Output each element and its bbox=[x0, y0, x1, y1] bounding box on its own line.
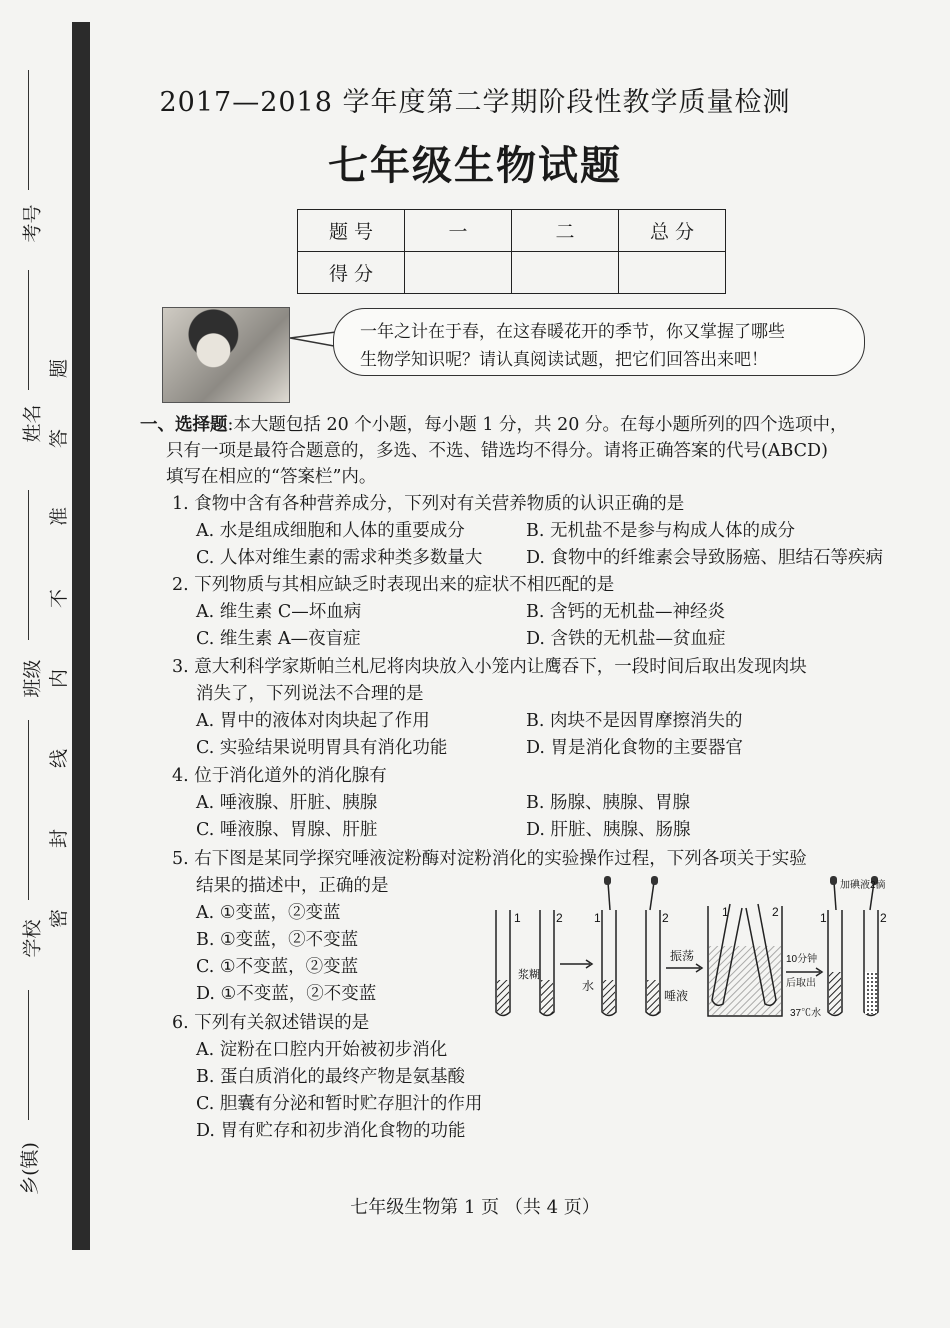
time-label: 10分钟 bbox=[786, 954, 818, 965]
exam-subtitle: 七年级生物试题 bbox=[328, 142, 622, 189]
tube-number: 2 bbox=[772, 905, 779, 919]
starch-fill bbox=[603, 980, 615, 1014]
section-instruction: 只有一项是最符合题意的，多选、不选、错选均不得分。请将正确答案的代号(ABCD) bbox=[166, 441, 828, 461]
option-a[interactable]: A. 维生素 C—坏血病 bbox=[196, 602, 362, 622]
tube-number: 1 bbox=[722, 905, 729, 919]
tube-number: 2 bbox=[556, 911, 563, 925]
binding-bar bbox=[72, 22, 90, 1250]
seal-char: 内 bbox=[48, 668, 71, 689]
score-table bbox=[297, 209, 726, 294]
starch-fill bbox=[541, 980, 553, 1014]
experiment-diagram bbox=[490, 876, 890, 1024]
question-stem: 结果的描述中，正确的是 bbox=[196, 876, 389, 896]
name-label: 姓名 bbox=[21, 404, 44, 443]
option-d[interactable]: D. 肝脏、胰腺、肠腺 bbox=[526, 820, 691, 840]
section-instruction: 填写在相应的“答案栏”内。 bbox=[166, 467, 377, 487]
option-d[interactable]: D. 胃有贮存和初步消化食物的功能 bbox=[196, 1121, 466, 1141]
tube-number: 1 bbox=[514, 911, 521, 925]
temperature-label: 37℃水 bbox=[790, 1008, 822, 1019]
option-d[interactable]: D. 食物中的纤维素会导致肠癌、胆结石等疾病 bbox=[526, 548, 884, 568]
town-line bbox=[28, 990, 29, 1120]
option-c[interactable]: C. 胆囊有分泌和暂时贮存胆汁的作用 bbox=[196, 1094, 483, 1114]
option-b[interactable]: B. 肉块不是因胃摩擦消失的 bbox=[526, 711, 743, 731]
intro-line: 一年之计在于春，在这春暖花开的季节，你又掌握了哪些 bbox=[360, 322, 785, 342]
intro-text bbox=[360, 318, 860, 374]
seal-char: 不 bbox=[48, 588, 71, 609]
question-stem: 4. 位于消化道外的消化腺有 bbox=[172, 766, 387, 786]
seal-char: 准 bbox=[48, 506, 71, 527]
question-stem: 6. 下列有关叙述错误的是 bbox=[172, 1013, 370, 1033]
score-header-cell: 二 bbox=[512, 210, 619, 252]
seal-char: 答 bbox=[48, 428, 71, 449]
seal-char: 线 bbox=[48, 748, 71, 769]
option-c[interactable]: C. 实验结果说明胃具有消化功能 bbox=[196, 738, 448, 758]
option-a[interactable]: A. ①变蓝，②变蓝 bbox=[196, 903, 341, 923]
option-b[interactable]: B. 蛋白质消化的最终产物是氨基酸 bbox=[196, 1067, 465, 1087]
question-stem: 消失了，下列说法不合理的是 bbox=[196, 684, 424, 704]
tube-number: 2 bbox=[662, 911, 669, 925]
dropper-bulb bbox=[651, 876, 658, 885]
tube-number: 2 bbox=[880, 911, 887, 925]
option-c[interactable]: C. 维生素 A—夜盲症 bbox=[196, 629, 361, 649]
section-heading-line bbox=[140, 411, 847, 439]
starch-fill bbox=[647, 980, 659, 1014]
class-label: 班级 bbox=[21, 659, 44, 698]
section-instruction: :本大题包括 20 个小题，每小题 1 分，共 20 分。在每小题所列的四个选项中， bbox=[227, 415, 848, 435]
score-row-label: 得 分 bbox=[298, 252, 405, 294]
name-line bbox=[28, 270, 29, 390]
question-stem: 2. 下列物质与其相应缺乏时表现出来的症状不相匹配的是 bbox=[172, 575, 615, 595]
score-cell[interactable] bbox=[512, 252, 619, 294]
takeout-label: 后取出 bbox=[786, 978, 816, 989]
option-d[interactable]: D. 含铁的无机盐—贫血症 bbox=[526, 629, 726, 649]
dropper bbox=[608, 882, 610, 910]
option-a[interactable]: A. 水是组成细胞和人体的重要成分 bbox=[196, 521, 465, 541]
speech-bubble-tail bbox=[290, 330, 336, 350]
option-a[interactable]: A. 淀粉在口腔内开始被初步消化 bbox=[196, 1040, 448, 1060]
mixture-fill bbox=[829, 972, 841, 1014]
starch-label: 浆糊 bbox=[518, 969, 540, 981]
score-header-cell: 总 分 bbox=[619, 210, 726, 252]
score-cell[interactable] bbox=[405, 252, 512, 294]
intro-line: 生物学知识呢？请认真阅读试题，把它们回答出来吧！ bbox=[360, 350, 768, 370]
water-bath bbox=[709, 946, 781, 1015]
exam-title: 2017—2018 学年度第二学期阶段性教学质量检测 bbox=[159, 87, 791, 118]
section-heading: 一、选择题 bbox=[140, 415, 228, 435]
score-header-cell: 一 bbox=[405, 210, 512, 252]
option-b[interactable]: B. 无机盐不是参与构成人体的成分 bbox=[526, 521, 795, 541]
question-stem: 1. 食物中含有各种营养成分，下列对有关营养物质的认识正确的是 bbox=[172, 494, 685, 514]
iodine-label: 加碘液2滴 bbox=[840, 880, 886, 891]
shake-label: 振荡 bbox=[670, 949, 695, 963]
option-d[interactable]: D. ①不变蓝，②不变蓝 bbox=[196, 984, 377, 1004]
dropper-bulb bbox=[830, 876, 837, 885]
starch-fill bbox=[497, 980, 509, 1014]
option-b[interactable]: B. 含钙的无机盐—神经炎 bbox=[526, 602, 725, 622]
water-label: 水 bbox=[582, 979, 595, 993]
seal-char: 封 bbox=[48, 828, 71, 849]
option-c[interactable]: C. 唾液腺、胃腺、肝脏 bbox=[196, 820, 378, 840]
exam-number-label: 考号 bbox=[21, 204, 44, 243]
mixture-fill bbox=[865, 972, 877, 1014]
option-b[interactable]: B. ①变蓝，②不变蓝 bbox=[196, 930, 359, 950]
option-c[interactable]: C. 人体对维生素的需求种类多数量大 bbox=[196, 548, 483, 568]
score-cell[interactable] bbox=[619, 252, 726, 294]
option-c[interactable]: C. ①不变蓝，②变蓝 bbox=[196, 957, 359, 977]
option-a[interactable]: A. 唾液腺、肝脏、胰腺 bbox=[196, 793, 378, 813]
question-stem: 3. 意大利科学家斯帕兰札尼将肉块放入小笼内让鹰吞下，一段时间后取出发现肉块 bbox=[172, 657, 807, 677]
tube-number: 1 bbox=[594, 911, 601, 925]
school-line bbox=[28, 720, 29, 900]
class-line bbox=[28, 490, 29, 640]
seal-char: 题 bbox=[48, 358, 71, 379]
score-header-cell: 题 号 bbox=[298, 210, 405, 252]
saliva-label: 唾液 bbox=[664, 989, 689, 1003]
option-a[interactable]: A. 胃中的液体对肉块起了作用 bbox=[196, 711, 430, 731]
seal-char: 密 bbox=[48, 908, 71, 929]
question-stem: 5. 右下图是某同学探究唾液淀粉酶对淀粉消化的实验操作过程，下列各项关于实验 bbox=[172, 849, 807, 869]
school-label: 学校 bbox=[21, 919, 44, 958]
dropper bbox=[834, 882, 836, 910]
dropper-bulb bbox=[604, 876, 611, 885]
page-footer: 七年级生物第 1 页 （共 4 页） bbox=[350, 1197, 600, 1218]
town-label: 乡(镇) bbox=[18, 1142, 41, 1195]
option-b[interactable]: B. 肠腺、胰腺、胃腺 bbox=[526, 793, 690, 813]
option-d[interactable]: D. 胃是消化食物的主要器官 bbox=[526, 738, 744, 758]
dropper bbox=[650, 882, 654, 910]
portrait-image bbox=[162, 307, 290, 403]
tube-number: 1 bbox=[820, 911, 827, 925]
